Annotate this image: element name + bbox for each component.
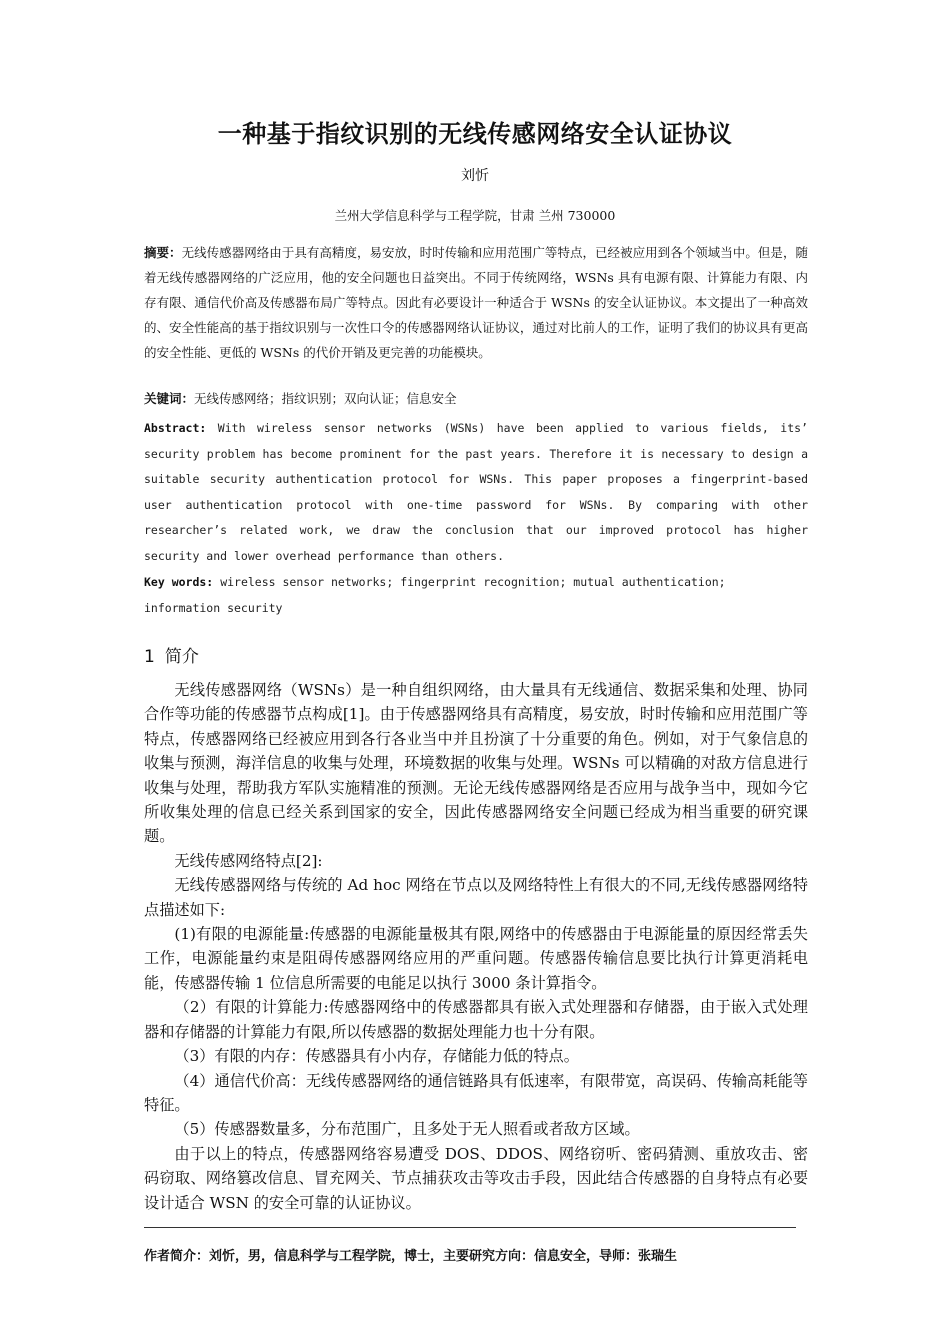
paragraph: （5）传感器数量多，分布范围广，且多处于无人照看或者敌方区域。 <box>174 1120 640 1139</box>
keywords-en-label: Key words: <box>144 575 214 589</box>
abstract-cn-label: 摘要： <box>144 245 182 260</box>
abstract-en-text: With wireless sensor networks (WSNs) have been applied to various fields, its’ security problem has become prominent for the past years. Therefore it is necessary to design a suitable security authentication protocol for WSNs. This paper proposes a fingerprint-based user authentication protocol with one-time password for WSNs. By comparing with other researcher’s related work, we draw the conclusion that our improved protocol has higher security and lower overhead performance than others. <box>144 421 808 563</box>
author-footnote: 作者简介：刘忻，男，信息科学与工程学院，博士，主要研究方向：信息安全，导师：张瑞生 <box>144 1249 678 1264</box>
abstract-chinese <box>144 240 808 365</box>
author-affiliation: 兰州大学信息科学与工程学院，甘肃 兰州 730000 <box>334 208 616 223</box>
paragraph: 无线传感器网络（WSNs）是一种自组织网络，由大量具有无线通信、数据采集和处理、协同合作等功能的传感器节点构成[1]。由于传感器网络具有高精度，易安放，时时传输和应用范围广等特点，传感器网络已经被应用到各行各业当中并且扮演了十分重要的角色。例如，对于气象信息的收集与预测，海洋信息的收集与处理，环境数据的收集与处理。WSNs 可以精确的对敌方信息进行收集与处理，帮助我方军队实施精准的预测。无论无线传感器网络是否应用与战争当中，现如今它所收集处理的信息已经关系到国家的安全，因此传感器网络安全问题已经成为相当重要的研究课题。 <box>144 681 808 846</box>
footnote-divider <box>144 1227 796 1228</box>
paragraph: （4）通信代价高：无线传感器网络的通信链路具有低速率，有限带宽，高误码、传输高耗能等特征。 <box>144 1071 808 1114</box>
keywords-chinese <box>144 389 808 409</box>
section-heading <box>144 642 199 667</box>
section-number: 1 <box>144 647 155 667</box>
keywords-en-text: wireless sensor networks; fingerprint recognition; mutual authentication; information security <box>144 575 726 615</box>
paragraph: （3）有限的内存：传感器具有小内存，存储能力低的特点。 <box>174 1047 579 1066</box>
section-body <box>144 678 808 1215</box>
abstract-en-label: Abstract: <box>144 421 207 435</box>
abstract-cn-text: 无线传感器网络由于具有高精度，易安放，时时传输和应用范围广等特点，已经被应用到各个领域当中。但是，随着无线传感器网络的广泛应用，他的安全问题也日益突出。不同于传统网络，WSNs 具有电源有限、计算能力有限、内存有限、通信代价高及传感器布局广等特点。因此有必要设计一种适合于 WSNs 的安全认证协议。本文提出了一种高效的、安全性能高的基于指纹识别与一次性口令的传感器网络认证协议，通过对比前人的工作，证明了我们的协议具有更高的安全性能、更低的 WSNs 的代价开销及更完善的功能模块。 <box>144 245 808 360</box>
abstract-english <box>144 416 808 570</box>
paper-title: 一种基于指纹识别的无线传感网络安全认证协议 <box>217 120 733 148</box>
paragraph: 无线传感网络特点[2]: <box>174 851 323 870</box>
section-title: 简介 <box>164 647 199 667</box>
paragraph: （2）有限的计算能力:传感器网络中的传感器都具有嵌入式处理器和存储器，由于嵌入式处理器和存储器的计算能力有限,所以传感器的数据处理能力也十分有限。 <box>144 998 808 1041</box>
keywords-cn-label: 关键词： <box>144 391 195 406</box>
author-name: 刘忻 <box>461 168 489 184</box>
keywords-english <box>144 570 808 621</box>
paragraph: 无线传感器网络与传统的 Ad hoc 网络在节点以及网络特性上有很大的不同,无线传感器网络特点描述如下: <box>144 876 808 919</box>
keywords-cn-text: 无线传感网络；指纹识别；双向认证；信息安全 <box>194 391 457 406</box>
paragraph: 由于以上的特点，传感器网络容易遭受 DOS、DDOS、网络窃听、密码猜测、重放攻击、密码窃取、网络篡改信息、冒充网关、节点捕获攻击等攻击手段，因此结合传感器的自身特点有必要设计适合 WSN 的安全可靠的认证协议。 <box>144 1144 808 1212</box>
paragraph: (1)有限的电源能量:传感器的电源能量极其有限,网络中的传感器由于电源能量的原因经常丢失工作，电源能量约束是阻碍传感器网络应用的严重问题。传感器传输信息要比执行计算更消耗电能，传感器传输 1 位信息所需要的电能足以执行 3000 条计算指令。 <box>144 925 808 992</box>
